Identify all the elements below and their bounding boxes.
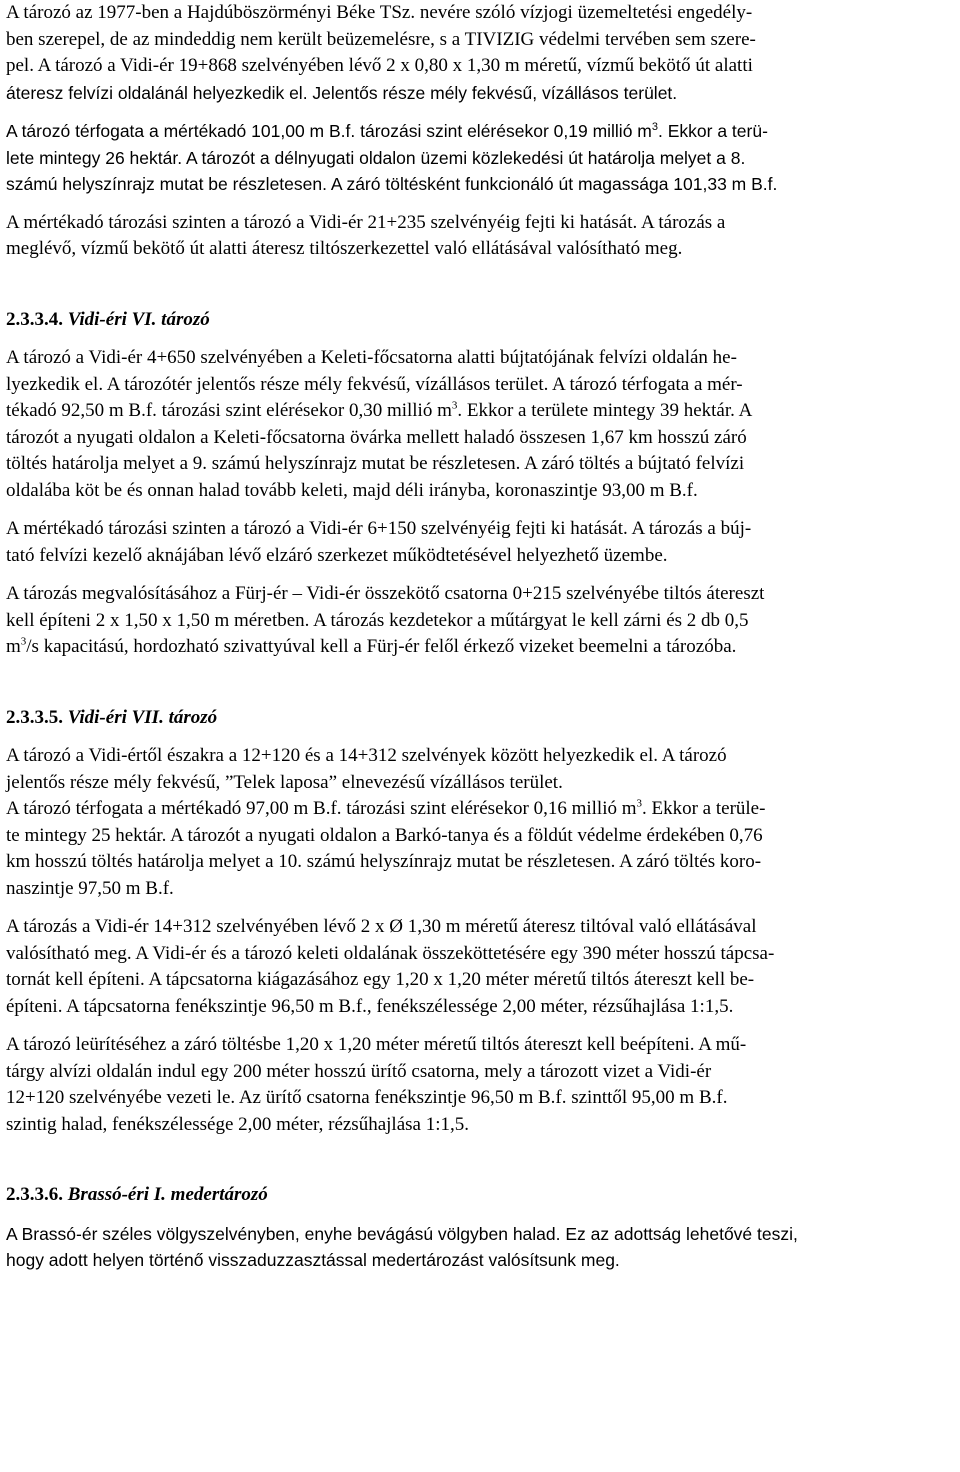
section-heading-vidi-vii	[6, 705, 954, 732]
text-line: lyezkedik el. A tározótér jelentős része mély fekvésű, vízállásos terület. A tározó térfogata a mér-	[6, 373, 743, 395]
text-line: A Brassó-ér széles völgyszelvényben, enyhe bevágású völgyben halad. Ez az adottság lehetővé teszi,	[6, 1223, 798, 1244]
text-line	[6, 398, 954, 425]
section-number: 2.3.3.6.	[6, 1184, 63, 1205]
section-title: Brassó-éri I. medertározó	[67, 1184, 268, 1205]
text-line: szintig halad, fenékszélessége 2,00 méter, rézsűhajlása 1:1,5.	[6, 1113, 469, 1135]
superscript: 3	[20, 635, 27, 648]
text-line: áteresz felvízi oldalánál helyezkedik el. Jelentős része mély fekvésű, vízállásos terület.	[6, 82, 678, 103]
text-line	[6, 796, 954, 823]
vidi-vi-paragraph-2	[6, 516, 954, 569]
brasso-paragraph-1	[6, 1221, 954, 1274]
section-title: Vidi-éri VII. tározó	[67, 706, 218, 728]
superscript: 3	[451, 399, 458, 412]
text-line	[6, 634, 954, 661]
section-number: 2.3.3.4.	[6, 308, 63, 330]
text-line: A tározás megvalósításához a Fürj-ér – Vidi-ér összekötő csatorna 0+215 szelvényébe tiltós átereszt	[6, 583, 765, 604]
text-run: A tározó térfogata a mértékadó 97,00 m B.f. tározási szint elérésekor 0,16 millió m	[6, 798, 637, 819]
text-run: . Ekkor a terüle-	[642, 798, 766, 819]
text-line: 12+120 szelvényébe vezeti le. Az ürítő csatorna fenékszintje 96,50 m B.f. szinttől 95,00 m B.f.	[6, 1087, 728, 1108]
text-line: A tározó a Vidi-értől északra a 12+120 és a 14+312 szelvények között helyezkedik el. A tározó	[6, 745, 727, 766]
intro-paragraph-3	[6, 210, 954, 263]
text-run: . Ekkor a terü-	[658, 121, 768, 141]
vidi-vii-paragraph-2	[6, 914, 954, 1020]
superscript: 3	[636, 797, 642, 810]
text-line: tornát kell építeni. A tápcsatorna kiágazásához egy 1,20 x 1,20 méter méretű tiltós átereszt kell be-	[6, 969, 755, 990]
text-line: A mértékadó tározási szinten a tározó a Vidi-ér 6+150 szelvényéig fejti ki hatását. A tározás a búj-	[6, 518, 752, 539]
text-run: /s kapacitású, hordozható szivattyúval kell a Fürj-ér felől érkező vizeket beemelni a tározóba.	[26, 636, 737, 657]
text-line: pel. A tározó a Vidi-ér 19+868 szelvényében lévő 2 x 0,80 x 1,30 m méretű, vízmű bekötő út alatti	[6, 55, 753, 76]
text-line: valósítható meg. A Vidi-ér és a tározó keleti oldalának összeköttetésére egy 390 méter hosszú tápcsa-	[6, 942, 775, 964]
text-line: te mintegy 25 hektár. A tározót a nyugati oldalon a Barkó-tanya és a földút védelme érdekében 0,76	[6, 824, 763, 846]
intro-paragraph-1	[6, 0, 954, 106]
vidi-vii-paragraph-1	[6, 743, 954, 902]
text-line: ben szerepel, de az mindeddig nem került beüzemelésre, s a TIVIZIG védelmi tervében sem szere-	[6, 28, 756, 50]
text-line: A tározó a Vidi-ér 4+650 szelvényében a Keleti-főcsatorna alatti bújtatójának felvízi oldalán he-	[6, 347, 737, 368]
text-run: A tározó térfogata a mértékadó 101,00 m B.f. tározási szint elérésekor 0,19 millió m	[6, 121, 652, 141]
text-line: kell építeni 2 x 1,50 x 1,50 m méretben. A tározás kezdetekor a műtárgyat le kell zárni és 2 db 0,5	[6, 609, 749, 631]
superscript: 3	[651, 121, 658, 134]
text-run: . Ekkor a területe mintegy 39 hektár. A	[457, 400, 753, 421]
text-line: A tározás a Vidi-ér 14+312 szelvényében lévő 2 x Ø 1,30 m méretű áteresz tiltóval való ellátásával	[6, 916, 757, 937]
vidi-vi-paragraph-1	[6, 345, 954, 504]
intro-paragraph-2	[6, 118, 954, 198]
text-line: km hosszú töltés határolja melyet a 10. számú helyszínrajz mutat be részletesen. A záró töltés koro-	[6, 851, 762, 872]
text-line: tározót a nyugati oldalon a Keleti-főcsatorna övárka mellett haladó összesen 1,67 km hosszú záró	[6, 426, 747, 448]
section-title: Vidi-éri VI. tározó	[67, 308, 210, 330]
text-line: számú helyszínrajz mutat be részletesen. A záró töltésként funkcionáló út magassága 101,33 m B.f.	[6, 174, 778, 194]
vidi-vi-paragraph-3	[6, 581, 954, 661]
text-line: töltés határolja melyet a 9. számú helyszínrajz mutat be részletesen. A záró töltés a bújtató felvízi	[6, 453, 745, 474]
text-line: oldalába köt be és onnan halad tovább keleti, majd déli irányba, koronaszintje 93,00 m B.f.	[6, 479, 698, 501]
section-number: 2.3.3.5.	[6, 706, 63, 728]
text-line	[6, 118, 954, 145]
text-line: tárgy alvízi oldalán indul egy 200 méter hosszú ürítő csatorna, mely a tározott vizet a Vidi-ér	[6, 1060, 712, 1082]
section-heading-vidi-vi	[6, 307, 954, 334]
section-heading-brasso	[6, 1182, 954, 1209]
text-line: hogy adott helyen történő visszaduzzasztással medertározást valósítsunk meg.	[6, 1250, 620, 1270]
vidi-vii-paragraph-3	[6, 1032, 954, 1138]
text-line: jelentős része mély fekvésű, ”Telek laposa” elnevezésű vízállásos terület.	[6, 771, 563, 793]
text-run: tékadó 92,50 m B.f. tározási szint elérésekor 0,30 millió m	[6, 400, 452, 421]
text-line: meglévő, vízmű bekötő út alatti áteresz tiltószerkezettel való ellátásával valósítható meg.	[6, 238, 683, 259]
text-line: naszintje 97,50 m B.f.	[6, 877, 174, 899]
text-line: A mértékadó tározási szinten a tározó a Vidi-ér 21+235 szelvényéig fejti ki hatását. A tározás a	[6, 211, 726, 233]
text-line: lete mintegy 26 hektár. A tározót a délnyugati oldalon üzemi közlekedési út határolja melyet a 8.	[6, 147, 746, 168]
text-line: tató felvízi kezelő aknájában lévő elzáró szerkezet működtetésével helyezhető üzembe.	[6, 544, 668, 566]
text-line: A tározó az 1977-ben a Hajdúböszörményi Béke TSz. nevére szóló vízjogi üzemeltetési engedély-	[6, 2, 753, 23]
text-line: építeni. A tápcsatorna fenékszintje 96,50 m B.f., fenékszélessége 2,00 méter, rézsűhajlása 1:1,5.	[6, 995, 734, 1017]
text-run: m	[6, 636, 21, 657]
text-line: A tározó leürítéséhez a záró töltésbe 1,20 x 1,20 méter méretű tiltós átereszt kell beépíteni. A mű-	[6, 1034, 747, 1055]
